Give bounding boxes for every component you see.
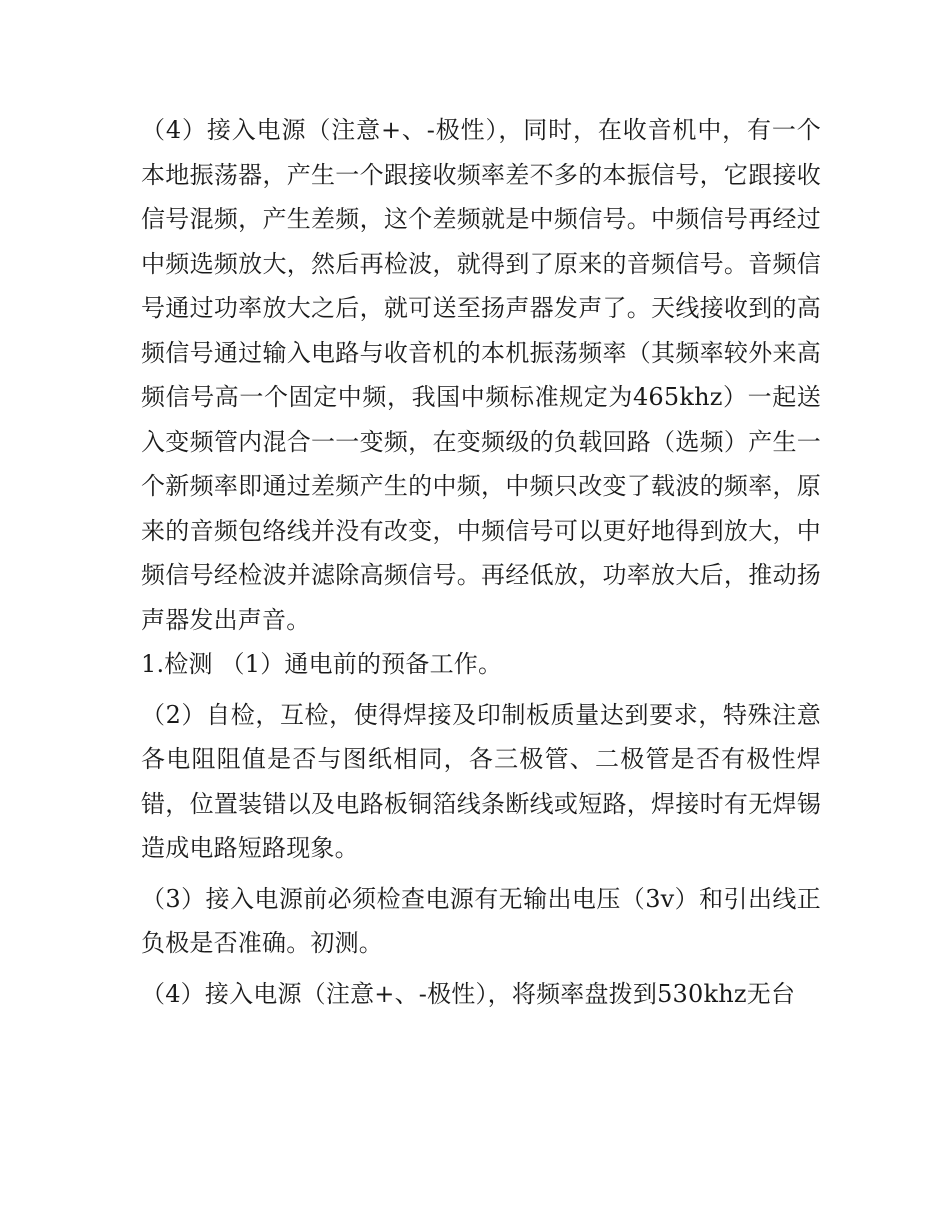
- paragraph-detection-heading: 1.检测 （1）通电前的预备工作。: [141, 650, 503, 678]
- paragraph-power-connect: （4）接入电源（注意+、-极性），将频率盘拨到530khz无台: [141, 979, 796, 1008]
- paragraph-radio-principle: （4）接入电源（注意+、-极性），同时，在收音机中，有一个本地振荡器，产生一个跟接收频率差不多的本振信号，它跟接收信号混频，产生差频，这个差频就是中频信号。中频信号再经过中频选频放大，然后再检波，就得到了原来的音频信号。音频信号通过功率放大之后，就可送至扬声器发声了。天线接收到的高频信号通过输入电路与收音机的本机振荡频率（其频率较外来高频信号高一个固定中频，我国中频标准规定为465khz）一起送入变频管内混合一一变频，在变频级的负载回路（选频）产生一个新频率即通过差频产生的中频，中频只改变了载波的频率，原来的音频包络线并没有改变，中频信号可以更好地得到放大，中频信号经检波并滤除高频信号。再经低放，功率放大后，推动扬声器发出声音。: [141, 116, 821, 634]
- paragraph-power-check: （3）接入电源前必须检查电源有无输出电压（3v）和引出线正负极是否准确。初测。: [141, 884, 821, 957]
- paragraph-self-check: （2）自检，互检，使得焊接及印制板质量达到要求，特殊注意各电阻阻值是否与图纸相同，各三极管、二极管是否有极性焊错，位置装错以及电路板铜箔线条断线或短路，焊接时有无焊锡造成电路短路现象。: [141, 700, 821, 862]
- document-page: [141, 108, 821, 1016]
